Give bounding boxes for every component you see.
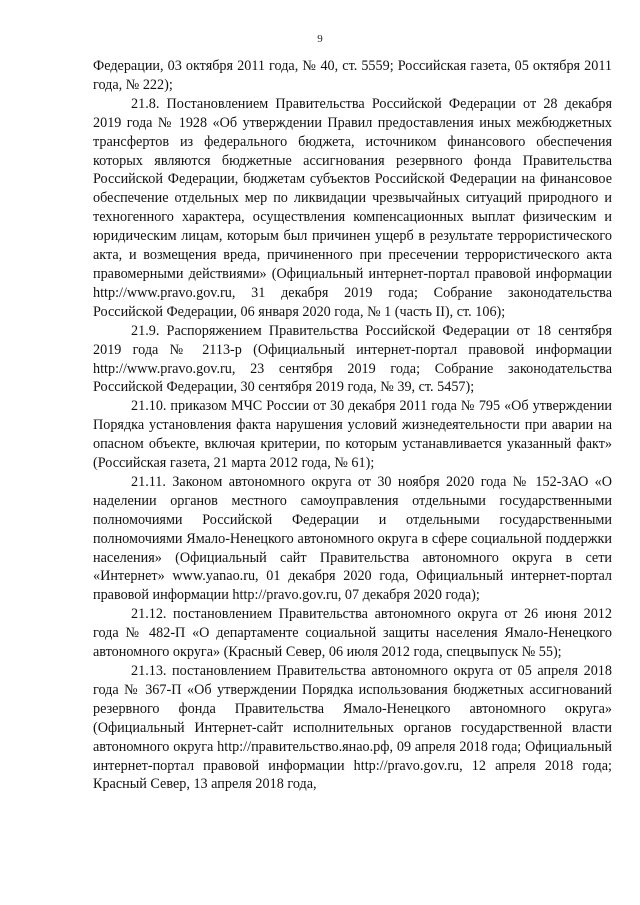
paragraph-21-13: 21.13. постановлением Правительства автономного округа от 05 апреля 2018 года № 367-П «Об утверждении Порядка использования бюджетных ассигнований резервного фонда Правительства Ямало-Ненецкого автономного округа» (Официальный Интернет-сайт исполнительных органов государственной власти автономного округа http://правительство.янао.рф, 09 апреля 2018 года; Официальный интернет-портал правовой информации http://pravo.gov.ru, 12 апреля 2018 года; Красный Север, 13 апреля 2018 года, bbox=[93, 663, 612, 793]
paragraph-21-9: 21.9. Распоряжением Правительства Российской Федерации от 18 сентября 2019 года № 2113-р (Официальный интернет-портал правовой информации http://www.pravo.gov.ru, 23 сентября 2019 года; Собрание законодательства Российской Федерации, 30 сентября 2019 года, № 39, ст. 5457); bbox=[93, 322, 612, 396]
document-body bbox=[93, 57, 612, 794]
paragraph-continuation: Федерации, 03 октября 2011 года, № 40, ст. 5559; Российская газета, 05 октября 2011 года, № 222); bbox=[93, 58, 612, 93]
paragraph-21-8: 21.8. Постановлением Правительства Российской Федерации от 28 декабря 2019 года № 1928 «Об утверждении Правил предоставления иных межбюджетных трансфертов из федерального бюджета, источником финансового обеспечения которых являются бюджетные ассигнования резервного фонда Правительства Российской Федерации, бюджетам субъектов Российской Федерации на финансовое обеспечение отдельных мер по ликвидации чрезвычайных ситуаций природного и техногенного характера, осуществления компенсационных выплат физическим и юридическим лицам, которым был причинен ущерб в результате террористического акта, и возмещения вреда, причиненного при пресечении террористического акта правомерными действиями» (Официальный интернет-портал правовой информации http://www.pravo.gov.ru, 31 декабря 2019 года; Собрание законодательства Российской Федерации, 06 января 2020 года, № 1 (часть II), ст. 106); bbox=[93, 95, 612, 320]
paragraph-21-11: 21.11. Законом автономного округа от 30 ноября 2020 года № 152-ЗАО «О наделении органов местного самоуправления отдельными государственными полномочиями Российской Федерации и отдельными государственными полномочиями Ямало-Ненецкого автономного округа в сфере социальной поддержки населения» (Официальный сайт Правительства автономного округа в сети «Интернет» www.yanao.ru, 01 декабря 2020 года, Официальный интернет-портал правовой информации http://pravo.gov.ru, 07 декабря 2020 года); bbox=[93, 473, 612, 604]
page-number: 9 bbox=[317, 33, 323, 45]
paragraph-21-10: 21.10. приказом МЧС России от 30 декабря 2011 года № 795 «Об утверждении Порядка установления факта нарушения условий жизнедеятельности при аварии на опасном объекте, включая критерии, по которым устанавливается указанный факт» (Российская газета, 21 марта 2012 года, № 61); bbox=[93, 398, 612, 472]
paragraph-21-12: 21.12. постановлением Правительства автономного округа от 26 июня 2012 года № 482-П «О департаменте социальной защиты населения Ямало-Ненецкого автономного округа» (Красный Север, 06 июля 2012 года, спецвыпуск № 55); bbox=[93, 606, 612, 661]
